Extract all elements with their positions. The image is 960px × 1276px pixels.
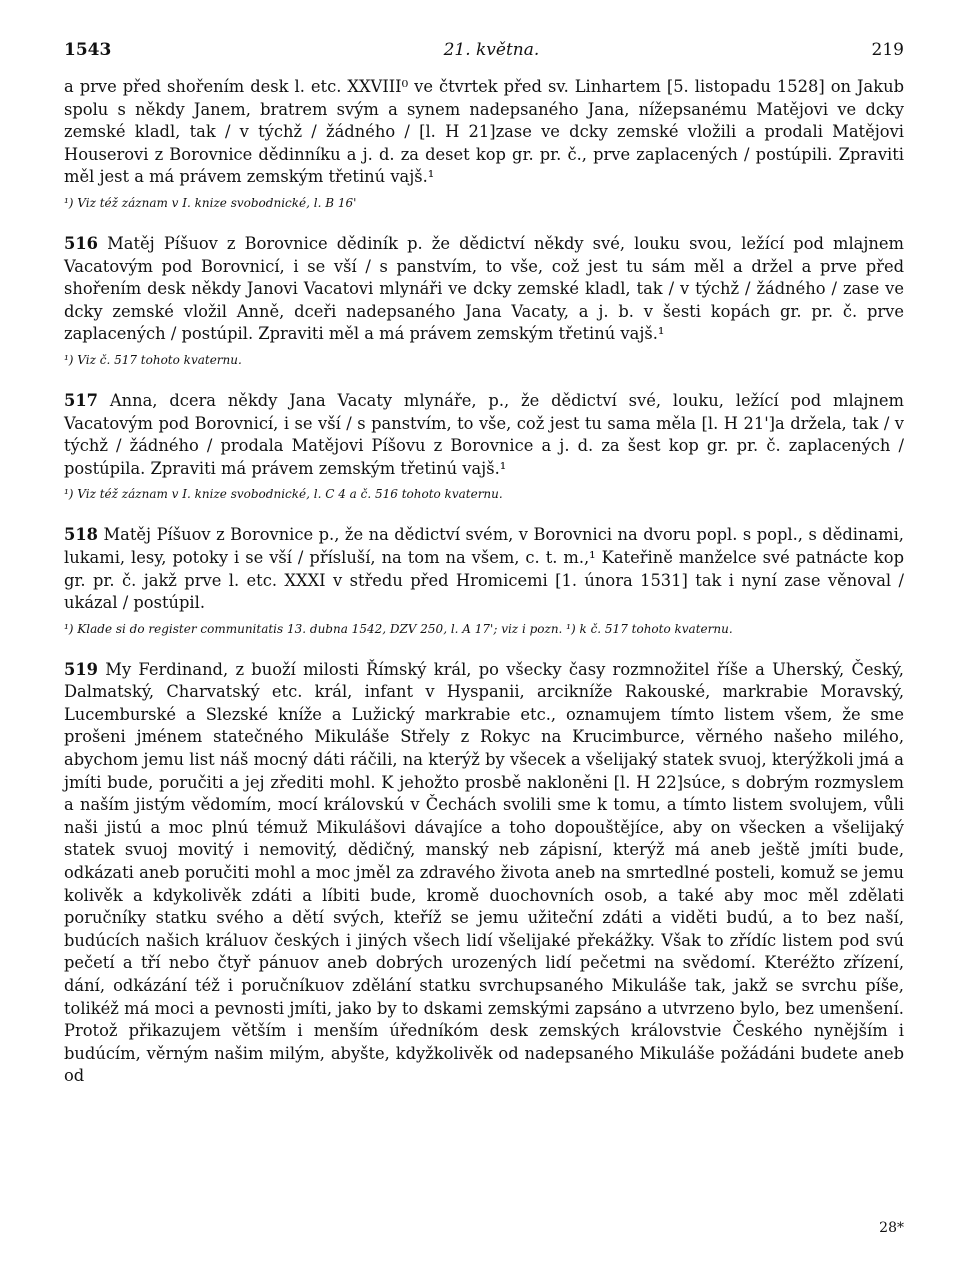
entry-number: 516 [64, 233, 98, 253]
page-header [64, 40, 904, 76]
entry-paragraph [64, 233, 904, 346]
entry-text: Matěj Píšuov z Borovnice p., že na dědictví svém, v Borovnici na dvoru popl. s popl., s dědinami, lukami, lesy, potoky i se vší / přísluší, na tom na všem, c. t. m.,¹ Kateřině manželce své patnácte kop gr. pr. č. jakž prve l. etc. XXXI v středu před Hromicemi [1. února 1531] tak i nyní zase věnoval / ukázal / postúpil. [64, 525, 904, 613]
signature-mark: 28* [879, 1220, 904, 1236]
entry-517 [64, 390, 904, 502]
entry-continuation [64, 76, 904, 211]
page-number: 219 [871, 40, 904, 60]
entry-paragraph [64, 390, 904, 480]
entry-text: a prve před shořením desk l. etc. XXVIII⁰ ve čtvrtek před sv. Linhartem [5. listopadu 1528] on Jakub spolu s někdy Janem, bratrem svým a synem nadepsaného Jana, nížepsanému Matějovi ve dcky zemské kladl, tak / v týchž / žádného / [l. H 21]zase ve dcky zemské vložili a prodali Matějovi Houserovi z Borovnice dědinníku a j. d. za deset kop gr. pr. č., prve zaplacených / postúpili. Zpraviti měl jest a má právem zemským třetinú vajš.¹ [64, 77, 904, 187]
entry-text: My Ferdinand, z buoží milosti Římský král, po všecky časy rozmnožitel říše a Uherský, Český, Dalmatský, Charvatský etc. král, infant v Hyspanii, arcikníže Rakouské, markrabie Moravský, Lucemburské a Slezské kníže a Lužický markrabie etc., oznamujem tímto listem všem, že sme prošeni jménem statečného Mikuláše Střely z Rokyc na Krucimburce, věrného našeho milého, abychom jemu list náš mocný dáti ráčili, na kterýž by všecek a všelijaký statek svuoj, kterýžkoli jmá a jmíti bude, poručiti a jej zřediti mohl. K jehožto prosbě nakloněni [l. H 22]súce, s dobrým rozmyslem a naším jistým vědomím, mocí královskú v Čechách svolili sme k tomu, a tímto listem svolujem, vůli naši jistú a moc plnú témuž Mikulášovi dávajíce a toho dopouštějíce, aby on všecken a všelijaký statek svuoj movitý i nemovitý, dědičný, manský neb zápisní, kterýž má aneb ještě jmíti bude, odkázati aneb poručiti mohl a moc jměl za zdravého života aneb na smrtedlné posteli, komuž se jemu kolivěk a kdykolivěk zdáti a líbiti bude, kromě duochovních osob, a také aby moc měl zdělati poručníky statku svého a dětí svých, kteříž se jemu užiteční zdáti a viděti budú, a to bez naší, budúcích našich králuov českých i jiných všech lidí všelijaké překážky. Však to zřídíc listem pod svú pečetí a tří nebo čtyř pánuov aneb dobrých urozených lidí pečetmi na svědomí. Kteréžto zřízení, dání, odkázání též i poručníkuov zdělání statku svrchupsaného Mikuláše tak, jakž se svrchu píše, tolikéž má moci a pevnosti jmíti, jako by to dskami zemskými zapsáno a utvrzeno bylo, bez umenšení. Protož přikazujem větším i menším úředníkóm desk zemských královstvie Českého nynějším i budúcím, věrným našim milým, abyšte, kdyžkolivěk od nadepsaného Mikuláše požádáni budete aneb od [64, 659, 904, 1086]
entry-paragraph [64, 659, 904, 1088]
entry-text: Matěj Píšuov z Borovnice dědiník p. že dědictví někdy své, louku svou, ležící pod mlajnem Vacatovým pod Borovnicí, i se vší / s panstvím, to vše, což jest tu sám měl a držel a prve před shořením desk někdy Janovi Vacatovi mlynáři ve dcky zemské kladl, tak / v týchž / žádného / zase ve dcky zemské vložil Anně, dceři nadepsaného Jana Vacaty, a j. b. v šesti kopách gr. pr. č. prve zaplacených / postúpil. Zpraviti měl a má právem zemským třetinú vajš.¹ [64, 233, 904, 344]
footnote: ¹) Viz též záznam v I. knize svobodnické, l. B 16' [64, 195, 357, 210]
entry-paragraph [64, 524, 904, 614]
footnote: ¹) Klade si do register communitatis 13. dubna 1542, DZV 250, l. A 17'; viz i pozn. ¹) k č. 517 tohoto kvaternu. [64, 621, 733, 636]
entry-number: 519 [64, 659, 98, 679]
document-page [64, 40, 904, 1088]
header-date: 21. května. [443, 40, 540, 60]
entry-number: 517 [64, 390, 98, 410]
footnote: ¹) Viz též záznam v I. knize svobodnické, l. C 4 a č. 516 tohoto kvaternu. [64, 487, 503, 502]
footnote: ¹) Viz č. 517 tohoto kvaternu. [64, 352, 242, 367]
entry-518 [64, 524, 904, 636]
entry-number: 518 [64, 525, 98, 545]
header-year: 1543 [64, 40, 112, 60]
entry-516 [64, 233, 904, 368]
entry-text: Anna, dcera někdy Jana Vacaty mlynáře, p., že dědictví své, louku, ležící pod mlajnem Vacatovým pod Borovnicí, i se vší / s panstvím, to vše, což jest tu sama měla [l. H 21']a držela, tak / v týchž / žádného / prodala Matějovi Píšovu z Borovnice a j. d. za šest kop gr. pr. č. zaplacených / postúpila. Zpraviti má právem zemským třetinú vajš.¹ [64, 390, 904, 478]
entry-519 [64, 659, 904, 1088]
